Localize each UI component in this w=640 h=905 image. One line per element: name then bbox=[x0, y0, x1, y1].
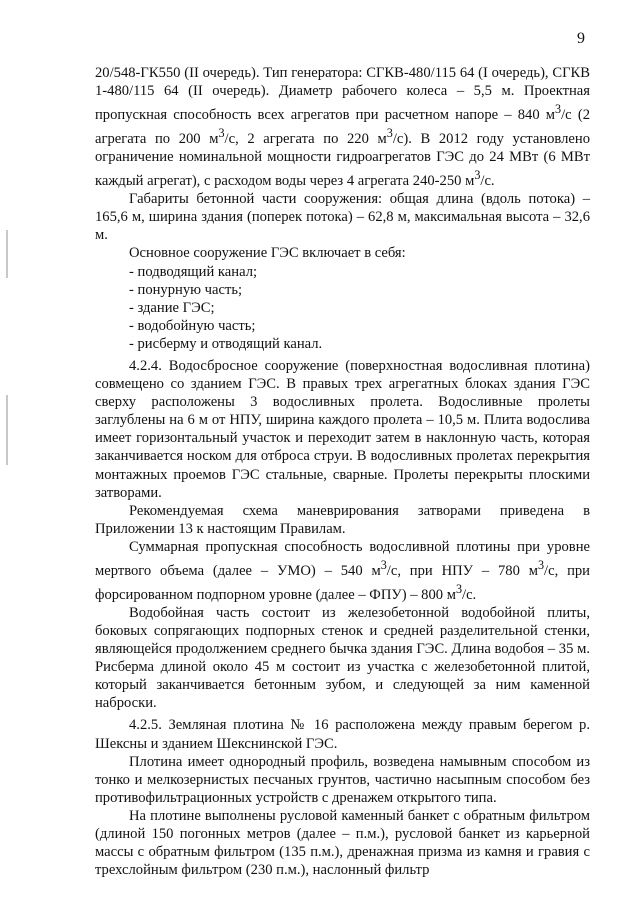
paragraph: На плотине выполнены русловой каменный банкет с обратным фильтром (длиной 150 погонных метров (далее – п.м.), русловой банкет из карьерной массы с обратным фильтром (135 п.м.), дренажная призма из камня и гравия с трехслойным фильтром (230 п.м.), наслонный фильтр bbox=[95, 807, 590, 879]
paragraph: Суммарная пропускная способность водосливной плотины при уровне мертвого объема (далее – УМО) – 540 $м^3/с$, при НПУ – 780 $м^3/с$, при форсированном подпорном уровне (далее – ФПУ) – 800 $м^3/с$. bbox=[95, 538, 590, 603]
paragraph: 4.2.4. Водосбросное сооружение (поверхностная водосливная плотина) совмещено со зданием ГЭС. В правых трех агрегатных блоках здания ГЭС сверху расположены 3 водосливных пролета. Водосливные пролеты заглублены на 6 м от НПУ, ширина каждого пролета – 10,5 м. Плита водослива имеет горизонтальный участок и переходит затем в наклонную часть, которая заканчивается носком для отброса струи. В водосливных пролетах перекрытия монтажных проемов ГЭС стальные, сварные. Пролеты перекрыты плоскими затворами. bbox=[95, 357, 590, 501]
body-text bbox=[95, 64, 590, 879]
paragraph: 20/548-ГК550 (II очередь). Тип генератора: СГКВ-480/115 64 (I очередь), СГКВ 1-480/115 64 (II очередь). Диаметр рабочего колеса – 5,5 м. Проектная пропускная способность всех агрегатов при расчетном напоре – 840 $м^3/с$ (2 агрегата по 200 $м^3/с$, 2 агрегата по 220 $м^3/с$). В 2012 году установлено ограничение номинальной мощности гидроагрегатов ГЭС до 24 МВт (6 МВт каждый агрегат), с расходом воды через 4 агрегата 240-250 $м^3/с$. bbox=[95, 65, 590, 190]
paragraph: 4.2.5. Земляная плотина № 16 расположена между правым берегом р. Шексны и зданием Шекснинской ГЭС. bbox=[95, 717, 590, 752]
paragraph: Рекомендуемая схема маневрирования затворами приведена в Приложении 13 к настоящим Правилам. bbox=[95, 502, 590, 537]
paragraph: Плотина имеет однородный профиль, возведена намывным способом из тонко и мелкозернистых песчаных грунтов, частично насыпным способом без противофильтрационных устройств с дренажем открытого типа. bbox=[95, 753, 590, 806]
scan-edge-mark bbox=[6, 395, 8, 465]
paragraph: Водобойная часть состоит из железобетонной водобойной плиты, боковых сопрягающих подпорных стенок и средней разделительной стенки, являющейся продолжением среднего бычка здания ГЭС. Длина водобоя – 35 м. Рисберма длиной около 45 м состоит из участка с железобетонной плитой, который заканчивается бетонным зубом, и следующей за ним каменной наброски. bbox=[95, 604, 590, 712]
list-item: - подводящий канал; bbox=[129, 263, 258, 280]
list-item: - рисберму и отводящий канал. bbox=[129, 335, 323, 352]
list-item: - водобойную часть; bbox=[129, 317, 256, 334]
list-item: - здание ГЭС; bbox=[129, 299, 215, 316]
scan-edge-mark bbox=[6, 230, 8, 278]
paragraph: Габариты бетонной части сооружения: общая длина (вдоль потока) – 165,6 м, ширина здания (поперек потока) – 62,8 м, максимальная высота – 32,6 м. bbox=[95, 191, 590, 244]
paragraph: Основное сооружение ГЭС включает в себя: bbox=[129, 245, 406, 262]
page-number: 9 bbox=[577, 30, 585, 47]
list-item: - понурную часть; bbox=[129, 281, 243, 298]
